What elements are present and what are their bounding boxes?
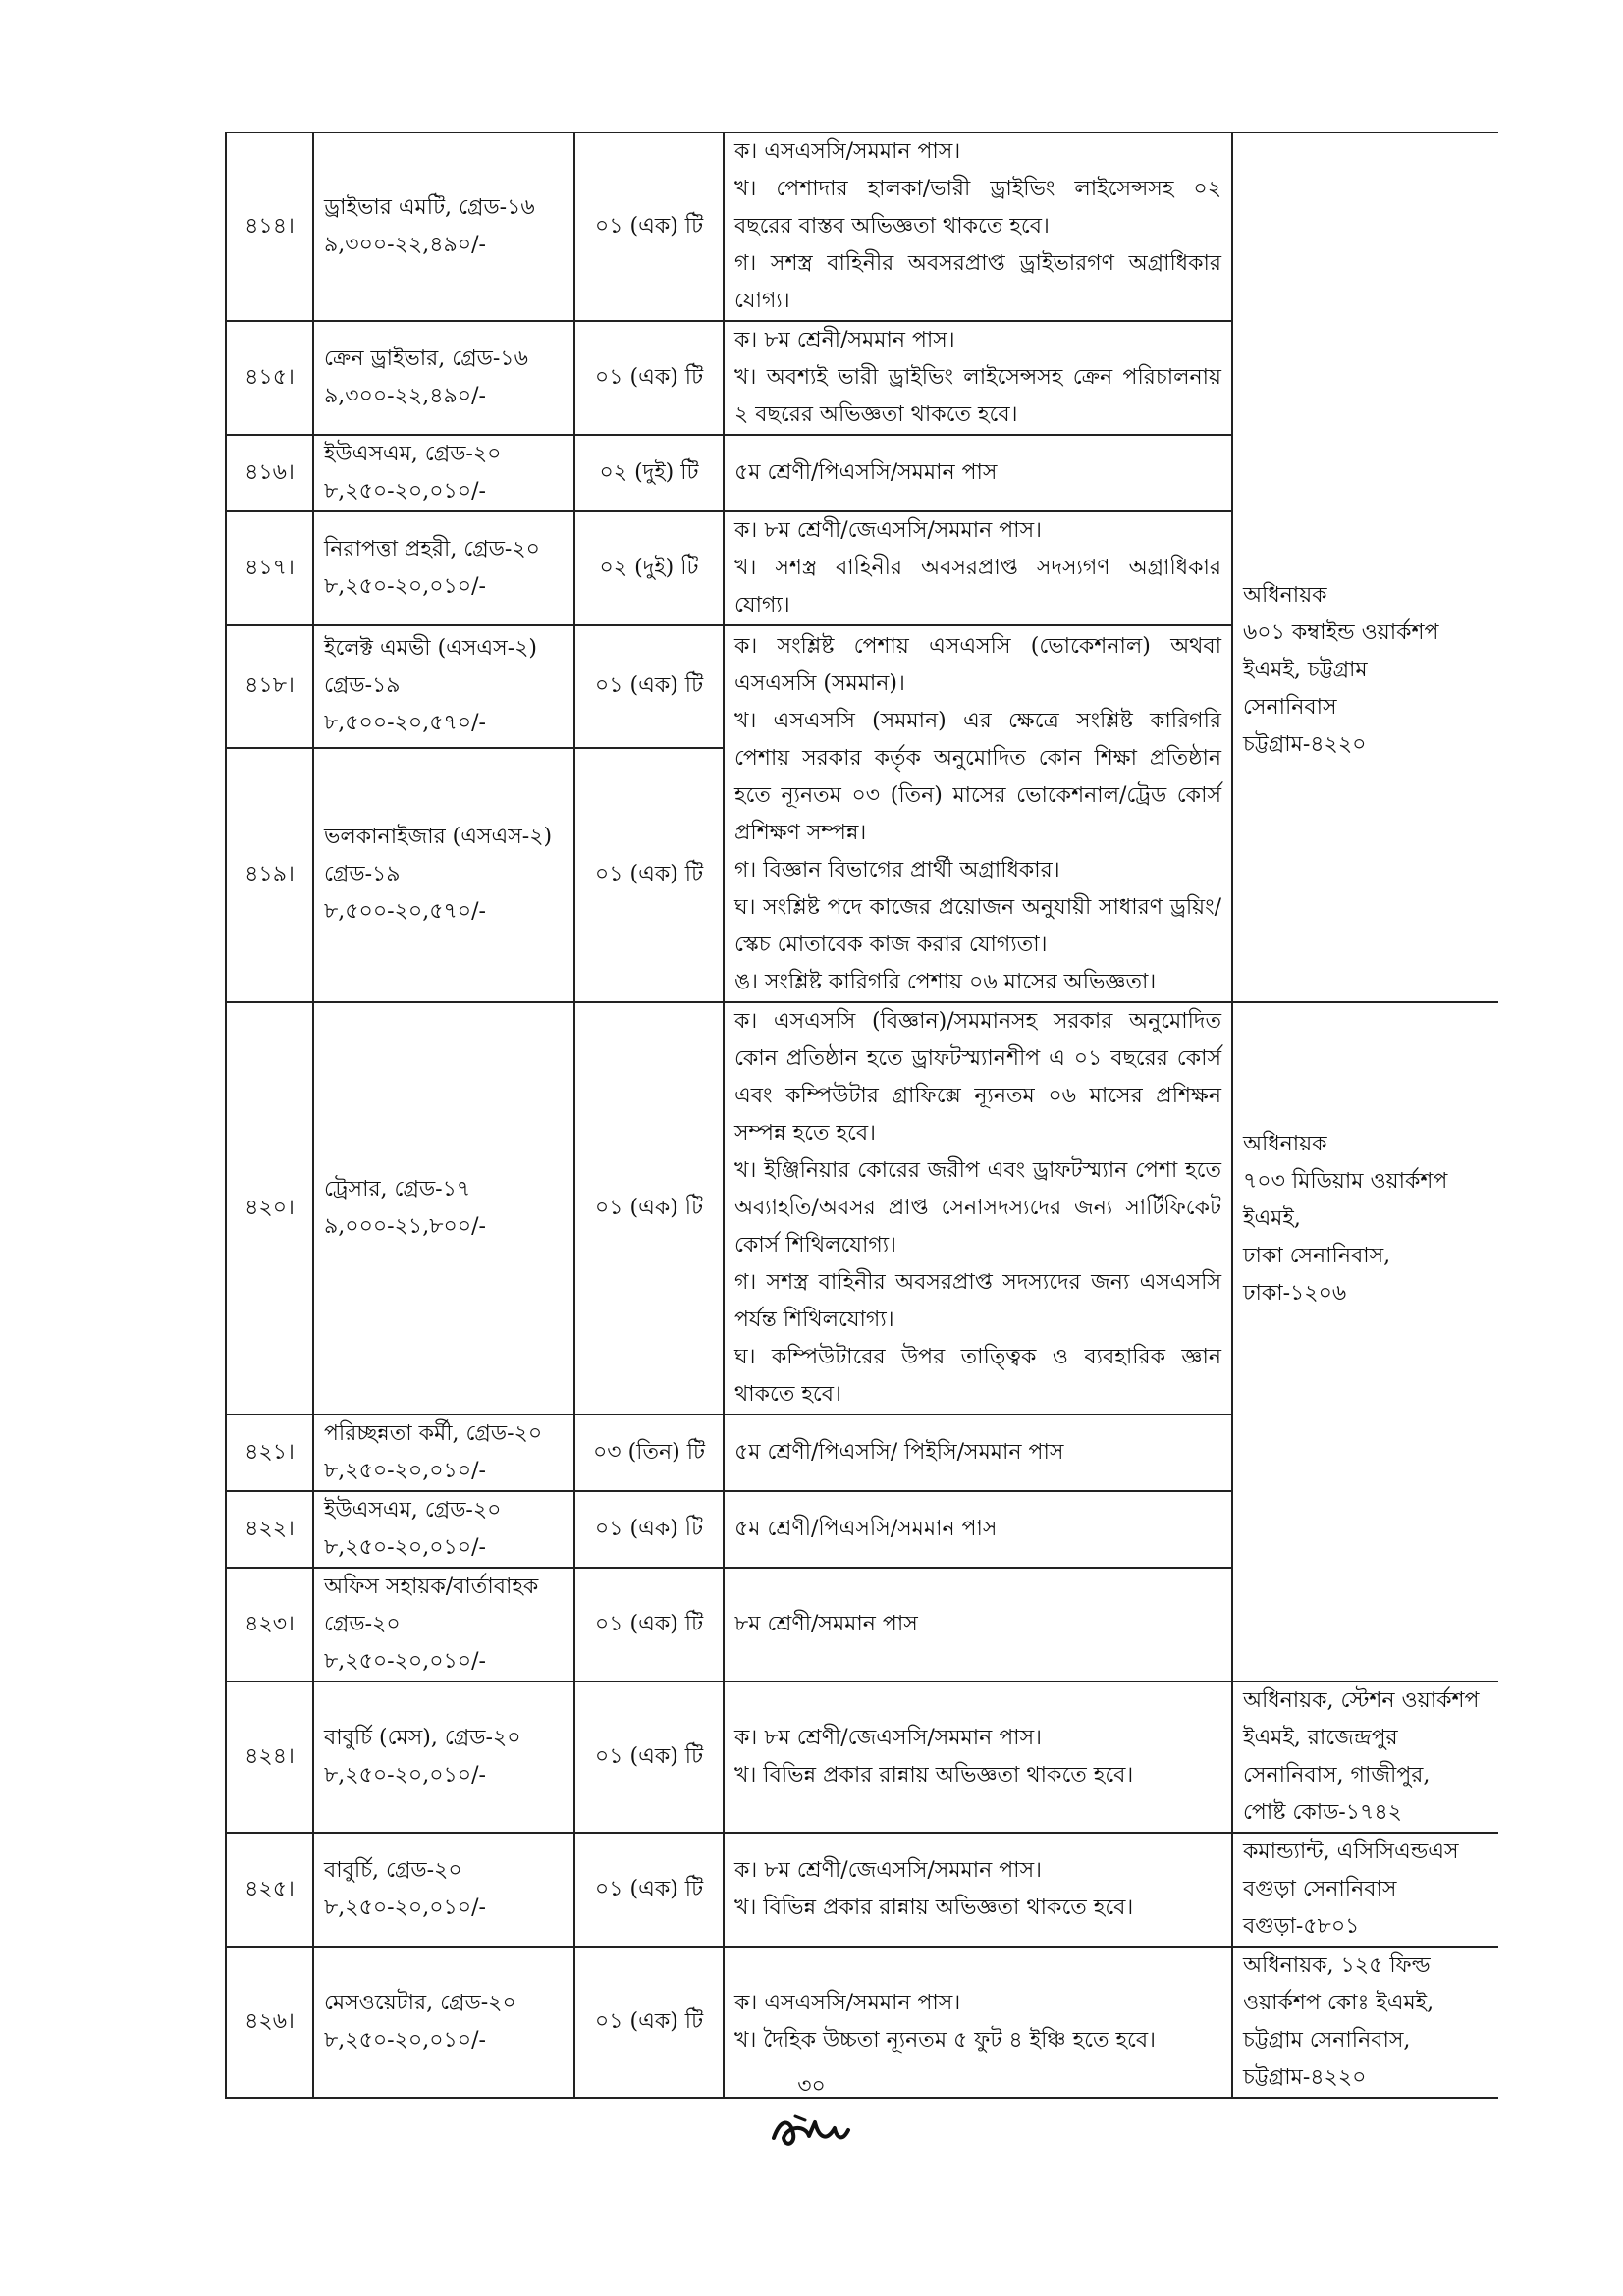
serial-cell: ৪২৫। bbox=[226, 1833, 313, 1947]
requirement-cell: ক। ৮ম শ্রেণী/জেএসসি/সমমান পাস। খ। সশস্ত্র বাহিনীর অবসরপ্রাপ্ত সদস্যগণ অগ্রাধিকার যোগ্য। bbox=[724, 511, 1232, 625]
office-address-station: অধিনায়ক, স্টেশন ওয়ার্কশপ ইএমই, রাজেন্দ্রপুর সেনানিবাস, গাজীপুর, পোষ্ট কোড-১৭৪২ bbox=[1232, 1682, 1498, 1833]
job-table bbox=[225, 132, 1498, 2099]
quantity-cell: ০২ (দুই) টি bbox=[574, 511, 724, 625]
post-cell: মেসওয়েটার, গ্রেড-২০ ৮,২৫০-২০,০১০/- bbox=[313, 1947, 574, 2098]
post-cell: বাবুর্চি (মেস), গ্রেড-২০ ৮,২৫০-২০,০১০/- bbox=[313, 1682, 574, 1833]
post-cell: পরিচ্ছন্নতা কর্মী, গ্রেড-২০ ৮,২৫০-২০,০১০/- bbox=[313, 1415, 574, 1491]
table-row bbox=[226, 1833, 1498, 1947]
requirement-cell: ৫ম শ্রেণী/পিএসসি/ পিইসি/সমমান পাস bbox=[724, 1415, 1232, 1491]
quantity-cell: ০১ (এক) টি bbox=[574, 1833, 724, 1947]
requirement-cell: ক। এসএসসি/সমমান পাস। খ। দৈহিক উচ্চতা ন্যূনতম ৫ ফুট ৪ ইঞ্চি হতে হবে। bbox=[724, 1947, 1232, 2098]
quantity-cell: ০১ (এক) টি bbox=[574, 1002, 724, 1415]
page-number: ৩০ bbox=[797, 2074, 826, 2099]
post-cell: ইউএসএম, গ্রেড-২০ ৮,২৫০-২০,০১০/- bbox=[313, 435, 574, 511]
quantity-cell: ০২ (দুই) টি bbox=[574, 435, 724, 511]
post-cell: ইলেক্ট এমভী (এসএস-২) গ্রেড-১৯ ৮,৫০০-২০,৫৭০/- bbox=[313, 625, 574, 748]
post-cell: ড্রাইভার এমটি, গ্রেড-১৬ ৯,৩০০-২২,৪৯০/- bbox=[313, 133, 574, 321]
requirement-cell: ক। ৮ম শ্রেনী/সমমান পাস। খ। অবশ্যই ভারী ড্রাইভিং লাইসেন্সসহ ক্রেন পরিচালনায় ২ বছরের অভিজ্ঞতা থাকতে হবে। bbox=[724, 321, 1232, 435]
requirement-cell: ৫ম শ্রেণী/পিএসসি/সমমান পাস bbox=[724, 435, 1232, 511]
quantity-cell: ০১ (এক) টি bbox=[574, 1491, 724, 1568]
quantity-cell: ০৩ (তিন) টি bbox=[574, 1415, 724, 1491]
serial-cell: ৪১৯। bbox=[226, 748, 313, 1002]
requirement-cell: ৫ম শ্রেণী/পিএসসি/সমমান পাস bbox=[724, 1491, 1232, 1568]
serial-cell: ৪২৬। bbox=[226, 1947, 313, 2098]
table-row bbox=[226, 1682, 1498, 1833]
table-row bbox=[226, 133, 1498, 321]
serial-cell: ৪১৫। bbox=[226, 321, 313, 435]
serial-cell: ৪২১। bbox=[226, 1415, 313, 1491]
post-cell: ক্রেন ড্রাইভার, গ্রেড-১৬ ৯,৩০০-২২,৪৯০/- bbox=[313, 321, 574, 435]
post-cell: অফিস সহায়ক/বার্তাবাহক গ্রেড-২০ ৮,২৫০-২০,০১০/- bbox=[313, 1568, 574, 1682]
quantity-cell: ০১ (এক) টি bbox=[574, 1682, 724, 1833]
serial-cell: ৪২২। bbox=[226, 1491, 313, 1568]
table-row bbox=[226, 1002, 1498, 1415]
post-cell: নিরাপত্তা প্রহরী, গ্রেড-২০ ৮,২৫০-২০,০১০/- bbox=[313, 511, 574, 625]
serial-cell: ৪২৪। bbox=[226, 1682, 313, 1833]
requirement-cell: ক। ৮ম শ্রেণী/জেএসসি/সমমান পাস। খ। বিভিন্ন প্রকার রান্নায় অভিজ্ঞতা থাকতে হবে। bbox=[724, 1833, 1232, 1947]
serial-cell: ৪১৬। bbox=[226, 435, 313, 511]
serial-cell: ৪১৪। bbox=[226, 133, 313, 321]
quantity-cell: ০১ (এক) টি bbox=[574, 1947, 724, 2098]
requirement-cell-shared: ক। সংশ্লিষ্ট পেশায় এসএসসি (ভোকেশনাল) অথবা এসএসসি (সমমান)। খ। এসএসসি (সমমান) এর ক্ষেত্রে সংশ্লিষ্ট কারিগরি পেশায় সরকার কর্তৃক অনুমোদিত কোন শিক্ষা প্রতিষ্ঠান হতে ন্যূনতম ০৩ (তিন) মাসের ভোকেশনাল/ট্রেড কোর্স প্রশিক্ষণ সম্পন্ন। গ। বিজ্ঞান বিভাগের প্রার্থী অগ্রাধিকার। ঘ। সংশ্লিষ্ট পদে কাজের প্রয়োজন অনুযায়ী সাধারণ ড্রয়িং/স্কেচ মোতাবেক কাজ করার যোগ্যতা। ঙ। সংশ্লিষ্ট কারিগরি পেশায় ০৬ মাসের অভিজ্ঞতা। bbox=[724, 625, 1232, 1002]
requirement-cell: ৮ম শ্রেণী/সমমান পাস bbox=[724, 1568, 1232, 1682]
office-address-125-field: অধিনায়ক, ১২৫ ফিল্ড ওয়ার্কশপ কোঃ ইএমই, চট্টগ্রাম সেনানিবাস, চট্টগ্রাম-৪২২০ bbox=[1232, 1947, 1498, 2098]
serial-cell: ৪১৮। bbox=[226, 625, 313, 748]
requirement-cell: ক। এসএসসি (বিজ্ঞান)/সমমানসহ সরকার অনুমোদিত কোন প্রতিষ্ঠান হতে ড্রাফটস্ম্যানশীপ এ ০১ বছরের কোর্স এবং কম্পিউটার গ্রাফিক্সে ন্যূনতম ০৬ মাসের প্রশিক্ষন সম্পন্ন হতে হবে। খ। ইঞ্জিনিয়ার কোরের জরীপ এবং ড্রাফটস্ম্যান পেশা হতে অব্যাহতি/অবসর প্রাপ্ত সেনাসদস্যদের জন্য সার্টিফিকেট কোর্স শিথিলযোগ্য। গ। সশস্ত্র বাহিনীর অবসরপ্রাপ্ত সদস্যদের জন্য এসএসসি পর্যন্ত শিথিলযোগ্য। ঘ। কম্পিউটারের উপর তাত্ত্বিক ও ব্যবহারিক জ্ঞান থাকতে হবে। bbox=[724, 1002, 1232, 1415]
post-cell: ট্রেসার, গ্রেড-১৭ ৯,০০০-২১,৮০০/- bbox=[313, 1002, 574, 1415]
quantity-cell: ০১ (এক) টি bbox=[574, 748, 724, 1002]
serial-cell: ৪২৩। bbox=[226, 1568, 313, 1682]
serial-cell: ৪২০। bbox=[226, 1002, 313, 1415]
post-cell: বাবুর্চি, গ্রেড-২০ ৮,২৫০-২০,০১০/- bbox=[313, 1833, 574, 1947]
office-address-ascs: কমান্ড্যান্ট, এসিসিএন্ডএস বগুড়া সেনানিবাস বগুড়া-৫৮০১ bbox=[1232, 1833, 1498, 1947]
quantity-cell: ০১ (এক) টি bbox=[574, 625, 724, 748]
post-cell: ইউএসএম, গ্রেড-২০ ৮,২৫০-২০,০১০/- bbox=[313, 1491, 574, 1568]
office-address-601: অধিনায়ক ৬০১ কম্বাইন্ড ওয়ার্কশপ ইএমই, চট্টগ্রাম সেনানিবাস চট্টগ্রাম-৪২২০ bbox=[1243, 583, 1439, 757]
requirement-cell: ক। এসএসসি/সমমান পাস। খ। পেশাদার হালকা/ভারী ড্রাইভিং লাইসেন্সসহ ০২ বছরের বাস্তব অভিজ্ঞতা থাকতে হবে। গ। সশস্ত্র বাহিনীর অবসরপ্রাপ্ত ড্রাইভারগণ অগ্রাধিকার যোগ্য। bbox=[724, 133, 1232, 321]
quantity-cell: ০১ (এক) টি bbox=[574, 321, 724, 435]
quantity-cell: ০১ (এক) টি bbox=[574, 1568, 724, 1682]
signature-mark bbox=[766, 2109, 854, 2158]
serial-cell: ৪১৭। bbox=[226, 511, 313, 625]
post-cell: ভলকানাইজার (এসএস-২) গ্রেড-১৯ ৮,৫০০-২০,৫৭০/- bbox=[313, 748, 574, 1002]
requirement-cell: ক। ৮ম শ্রেণী/জেএসসি/সমমান পাস। খ। বিভিন্ন প্রকার রান্নায় অভিজ্ঞতা থাকতে হবে। bbox=[724, 1682, 1232, 1833]
quantity-cell: ০১ (এক) টি bbox=[574, 133, 724, 321]
office-address-703: অধিনায়ক ৭০৩ মিডিয়াম ওয়ার্কশপ ইএমই, ঢাকা সেনানিবাস, ঢাকা-১২০৬ bbox=[1243, 1132, 1448, 1306]
